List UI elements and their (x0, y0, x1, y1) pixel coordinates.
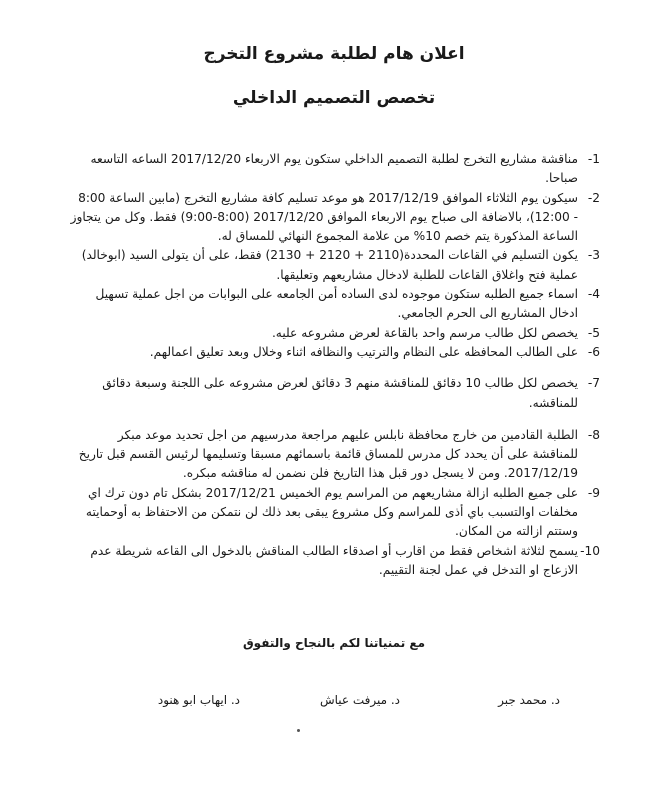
item-text: الطلبة القادمين من خارج محافظة نابلس عليهم مراجعة مدرسيهم من اجل تحديد موعد مبكر للمناقشة على أن يحدد كل مدرس للمساق قائمة باسمائهم مسبقا وتسليمها لرئيس القسم قبل تاريخ 2017/12/19. ومن لا يسجل دور قبل هذا التاريخ فلن نضمن له مناقشه مبكره. (78, 427, 578, 481)
item-number: -1 (587, 152, 600, 166)
list-item (70, 484, 600, 542)
item-text: يسمح لثلاثة اشخاص فقط من اقارب أو اصدقاء الطالب المناقش بالدخول الى القاعه شريطة عدم الازعاج او التدخل في عمل لجنة التقييم. (90, 543, 578, 577)
list-item (70, 285, 600, 324)
item-number: -10 (580, 543, 600, 558)
signature-name: د. ميرفت عياش (319, 693, 400, 707)
scan-dot (297, 729, 300, 732)
list-item (70, 324, 600, 343)
item-text: يخصص لكل طالب 10 دقائق للمناقشة منهم 3 دقائق لعرض مشروعه على اللجنة وسبعة دقائق للمناقشه. (102, 376, 578, 410)
signature-name: د. محمد جبر (498, 693, 560, 707)
item-text: اسماء جميع الطلبه ستكون موجوده لدى الساده أمن الجامعه على البوابات من اجل عملية تسهيل ادخال المشاريع الى الحرم الجامعي. (95, 287, 578, 321)
item-text: على الطالب المحافظه على النظام والترتيب والنظافه اثناء وخلال وبعد تعليق اعمالهم. (149, 344, 578, 359)
item-number: -7 (587, 376, 600, 391)
list-item (70, 343, 600, 362)
list-item (70, 189, 600, 247)
list-item (70, 542, 600, 581)
item-text: سيكون يوم الثلاثاء الموافق 2017/12/19 هو موعد تسليم كافة مشاريع التخرج (مابين الساعة 8:00 - 12:00)، بالاضافة الى صباح يوم الاربعاء الموافق 2017/12/20 (8:00-9:00) فقط. وكل من يتجاوز الساعة المذكورة يتم خصم 10% من علامة المجموع النهائي للمساق له. (70, 190, 578, 244)
item-text: يكون التسليم في القاعات المحددة(2110 + 2120 + 2130) فقط، على أن يتولى السيد (ابوخالد) عملية فتح واغلاق القاعات للطلبة لادخال مشاريعهم وتعليقها. (81, 248, 578, 282)
item-number: -5 (587, 325, 600, 340)
item-number: -3 (587, 248, 600, 263)
signature-name: د. ايهاب ابو هنود (157, 693, 240, 707)
item-number: -9 (587, 485, 600, 500)
list-item (70, 246, 600, 285)
item-number: -8 (587, 427, 600, 442)
closing-line: مع تمنياتنا لكم بالنجاح والتفوق (242, 636, 426, 650)
announcement-list (70, 150, 600, 580)
list-item (70, 150, 600, 189)
list-item (70, 426, 600, 484)
page-subtitle: تخصص التصميم الداخلي (232, 88, 436, 108)
page-title: اعلان هام لطلبة مشروع التخرج (203, 44, 465, 64)
item-number: -6 (587, 344, 600, 359)
item-text: على جميع الطلبه ازالة مشاريعهم من المراسم يوم الخميس 2017/12/21 بشكل تام دون ترك اي مخلفات اوالتسبب باي أذى للمراسم وكل مشروع يبقى بعد ذلك لن نتمكن من الاحتفاظ به أوحمايته وستتم ازالته من المكان. (85, 485, 578, 539)
item-text: مناقشة مشاريع التخرج لطلبة التصميم الداخلي ستكون يوم الاربعاء 2017/12/20 الساعه التاسعه صباحا. (90, 152, 578, 186)
item-text: يخصص لكل طالب مرسم واحد بالقاعة لعرض مشروعه عليه. (271, 325, 578, 340)
item-number: -4 (587, 287, 600, 302)
item-number: -2 (587, 190, 600, 205)
list-item (70, 374, 600, 413)
